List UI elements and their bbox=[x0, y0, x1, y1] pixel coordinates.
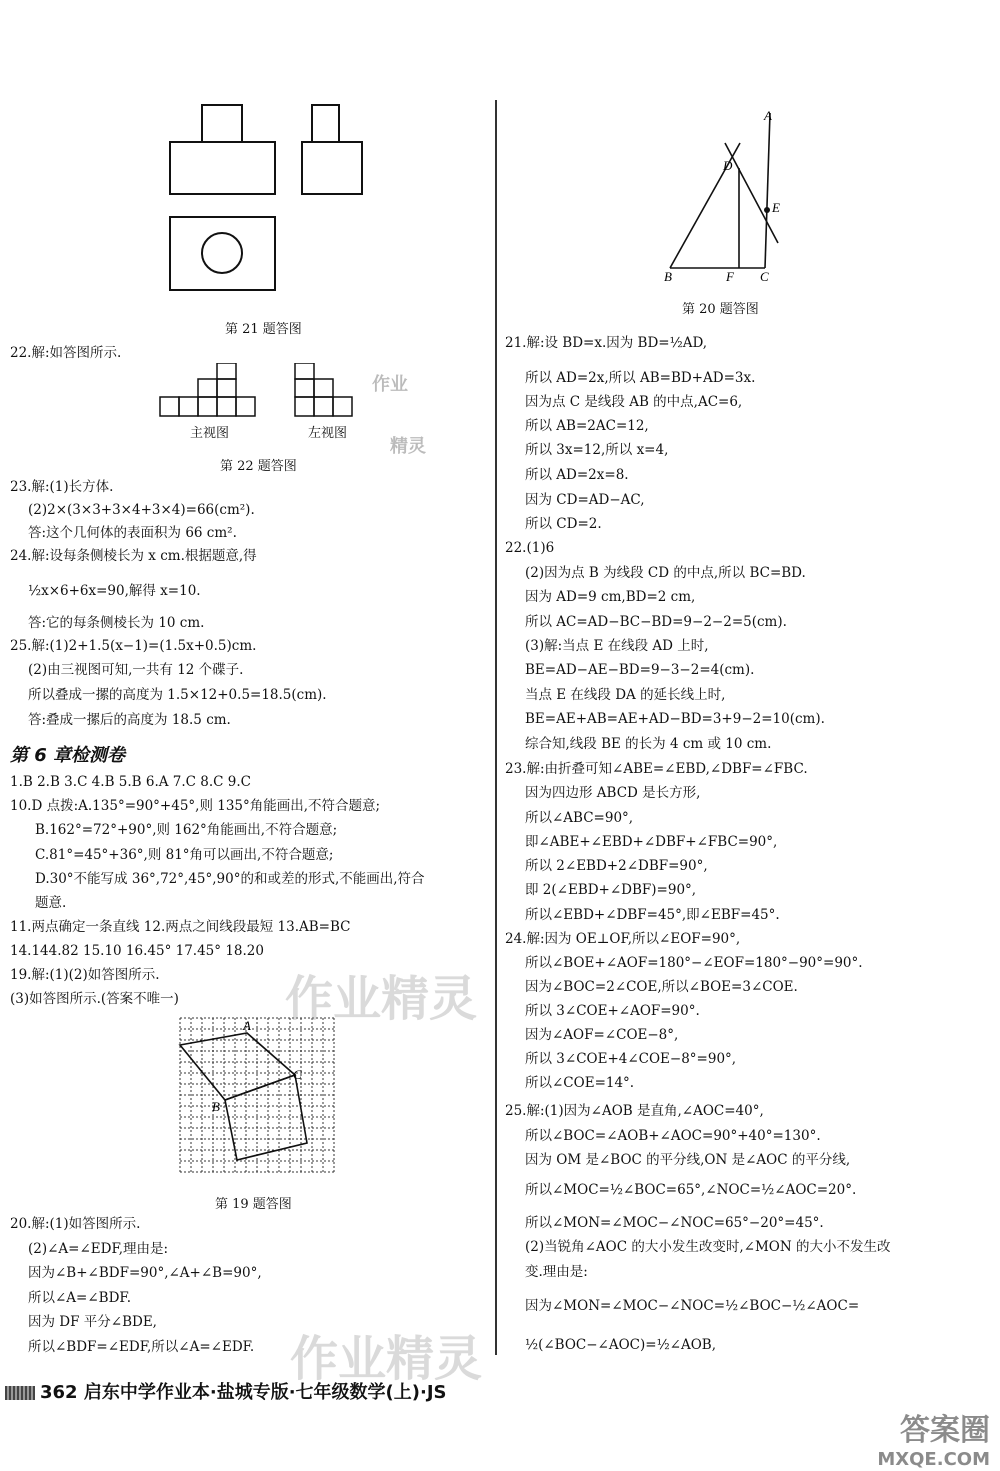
ans-line: (3)解:当点 E 在线段 AD 上时, bbox=[525, 638, 709, 654]
page-number: 362 bbox=[40, 1382, 78, 1403]
ans-line: (2)2×(3×3+3×4+3×4)=66(cm²). bbox=[28, 502, 255, 518]
ans-line: 20.解:(1)如答图所示. bbox=[10, 1216, 141, 1232]
ans-line: 所以∠EBD+∠DBF=45°,即∠EBF=45°. bbox=[525, 907, 780, 923]
ans-line: BE=AD−AE−BD=9−3−2=4(cm). bbox=[525, 662, 755, 678]
fig21-caption: 第 21 题答图 bbox=[225, 322, 302, 337]
ans-line: 因为 DF 平分∠BDE, bbox=[28, 1314, 157, 1330]
fig20-label-b: B bbox=[664, 269, 672, 283]
fig21-front-top-block bbox=[202, 105, 242, 142]
ans-line: 所以∠BOE+∠AOF=180°−∠EOF=180°−90°=90°. bbox=[525, 955, 863, 971]
ans-line: 答:这个几何体的表面积为 66 cm². bbox=[28, 525, 237, 541]
fig22-grid-views bbox=[155, 363, 365, 423]
ans-line: 因为∠BOC=2∠COE,所以∠BOE=3∠COE. bbox=[525, 979, 798, 995]
ans-line: 所以 3∠COE+∠AOF=90°. bbox=[525, 1003, 700, 1019]
ans-line: 即 2(∠EBD+∠DBF)=90°, bbox=[525, 882, 697, 898]
ans-line: 25.解:(1)因为∠AOB 是直角,∠AOC=40°, bbox=[505, 1103, 764, 1119]
ans-line: 答:叠成一摞后的高度为 18.5 cm. bbox=[28, 712, 231, 728]
ans-line: 所以 AD=2x,所以 AB=BD+AD=3x. bbox=[525, 370, 756, 386]
fig20-diagram bbox=[660, 108, 790, 283]
ans-line: 综合知,线段 BE 的长为 4 cm 或 10 cm. bbox=[525, 736, 772, 752]
ans-line: D.30°不能写成 36°,72°,45°,90°的和或差的形式,不能画出,符合 bbox=[35, 871, 425, 887]
ans-line: C.81°=45°+36°,则 81°角可以画出,不符合题意; bbox=[35, 847, 334, 863]
ans-line: 24.解:设每条侧棱长为 x cm.根据题意,得 bbox=[10, 548, 257, 564]
ans-line: 所以∠COE=14°. bbox=[525, 1075, 635, 1091]
fig21-side-top-block bbox=[312, 105, 339, 142]
fig20-label-c: C bbox=[760, 269, 769, 283]
ans-line: 所以∠BOC=∠AOB+∠AOC=90°+40°=130°. bbox=[525, 1128, 821, 1144]
ans-line: 因为∠B+∠BDF=90°,∠A+∠B=90°, bbox=[28, 1265, 262, 1281]
ans-line: 所以 3x=12,所以 x=4, bbox=[525, 442, 669, 458]
ans-line: 所以∠ABC=90°, bbox=[525, 810, 634, 826]
ans-line: 所以 AD=2x=8. bbox=[525, 467, 629, 483]
ans-line: 所以∠A=∠BDF. bbox=[28, 1290, 131, 1306]
site-logo bbox=[877, 1405, 990, 1470]
fig19-label-c: C bbox=[293, 1067, 302, 1082]
fig21-top-view-circle bbox=[202, 233, 242, 273]
ans-line: 即∠ABE+∠EBD+∠DBF+∠FBC=90°, bbox=[525, 834, 778, 850]
ans-line: 因为点 C 是线段 AB 的中点,AC=6, bbox=[525, 394, 743, 410]
ans-line: BE=AE+AB=AE+AD−BD=3+9−2=10(cm). bbox=[525, 711, 825, 727]
ans-line: (2)∠A=∠EDF,理由是: bbox=[28, 1241, 169, 1257]
logo-line1: 答案圈 bbox=[900, 1413, 990, 1448]
ans-line: ½x×6+6x=90,解得 x=10. bbox=[28, 583, 201, 599]
fig20-caption: 第 20 题答图 bbox=[682, 302, 759, 317]
ans-line: 因为 CD=AD−AC, bbox=[525, 492, 645, 508]
fig21-three-views bbox=[165, 100, 375, 295]
fig19-label-b: B bbox=[212, 1099, 220, 1114]
ans-line: 所以∠BDF=∠EDF,所以∠A=∠EDF. bbox=[28, 1339, 255, 1355]
ans-line: 21.解:设 BD=x.因为 BD=½AD, bbox=[505, 335, 708, 351]
ans-line: 因为 AD=9 cm,BD=2 cm, bbox=[525, 589, 696, 605]
ans-line: 所以 AC=AD−BC−BD=9−2−2=5(cm). bbox=[525, 614, 787, 630]
fig19-grid-diagram bbox=[175, 1015, 345, 1177]
ans-line: (2)当锐角∠AOC 的大小发生改变时,∠MON 的大小不发生改 bbox=[525, 1239, 891, 1255]
watermark-stamp-bottom: 精灵 bbox=[390, 436, 426, 457]
ans-line: 24.解:因为 OE⊥OF,所以∠EOF=90°, bbox=[505, 931, 741, 947]
ans-line: 答:它的每条侧棱长为 10 cm. bbox=[28, 615, 205, 631]
fig21-top-view-rect bbox=[170, 217, 275, 290]
fig20-label-d: D bbox=[723, 158, 733, 173]
ans-line: ½(∠BOC−∠AOC)=½∠AOB, bbox=[525, 1337, 717, 1353]
fig21-side-base bbox=[302, 142, 362, 194]
ans-line: (2)由三视图可知,一共有 12 个碟子. bbox=[28, 662, 244, 678]
ans-line: 所以∠MON=∠MOC−∠NOC=65°−20°=45°. bbox=[525, 1215, 824, 1231]
ans-line: 19.解:(1)(2)如答图所示. bbox=[10, 967, 160, 983]
ans-line: 11.两点确定一条直线 12.两点之间线段最短 13.AB=BC bbox=[10, 919, 351, 935]
ans-line: 所以 CD=2. bbox=[525, 516, 602, 532]
ans-line: 14.144.82 15.10 16.45° 17.45° 18.20 bbox=[10, 943, 264, 959]
ans-line: 所以叠成一摞的高度为 1.5×12+0.5=18.5(cm). bbox=[28, 687, 327, 703]
ans-line: 所以 2∠EBD+2∠DBF=90°, bbox=[525, 858, 708, 874]
watermark-stamp-top: 作业 bbox=[372, 374, 408, 395]
fig19-caption: 第 19 题答图 bbox=[215, 1197, 292, 1212]
ans-line: (2)因为点 B 为线段 CD 的中点,所以 BC=BD. bbox=[525, 565, 806, 581]
ans-line: 题意. bbox=[35, 895, 67, 911]
watermark-bottom: 作业精灵 bbox=[290, 1331, 483, 1387]
fig20-label-a: A bbox=[764, 108, 772, 123]
ans-line: 因为四边形 ABCD 是长方形, bbox=[525, 785, 701, 801]
fig20-label-e: E bbox=[772, 200, 780, 215]
book-title: 启东中学作业本·盐城专版·七年级数学(上)·JS bbox=[83, 1382, 447, 1403]
logo-line2: MXQE.COM bbox=[877, 1449, 990, 1470]
ans-line: (3)如答图所示.(答案不唯一) bbox=[10, 991, 179, 1007]
fig22-label-front: 主视图 bbox=[190, 426, 230, 441]
fig21-front-base bbox=[170, 142, 275, 194]
footer-decoration bbox=[5, 1386, 35, 1400]
ans-line: 所以 3∠COE+4∠COE−8°=90°, bbox=[525, 1051, 737, 1067]
ans-line: 22.(1)6 bbox=[505, 540, 555, 556]
ans-line: 1.B 2.B 3.C 4.B 5.B 6.A 7.C 8.C 9.C bbox=[10, 774, 252, 790]
footer-text bbox=[40, 1378, 447, 1404]
ans-line: B.162°=72°+90°,则 162°角能画出,不符合题意; bbox=[35, 822, 338, 838]
ans-line: 23.解:由折叠可知∠ABE=∠EBD,∠DBF=∠FBC. bbox=[505, 761, 808, 777]
fig19-square-abc bbox=[180, 1033, 295, 1100]
fig22-label-left: 左视图 bbox=[308, 426, 348, 441]
ans-line: 10.D 点拨:A.135°=90°+45°,则 135°角能画出,不符合题意; bbox=[10, 798, 381, 814]
ans-line: 变.理由是: bbox=[525, 1264, 588, 1280]
ans-line: 因为 OM 是∠BOC 的平分线,ON 是∠AOC 的平分线, bbox=[525, 1152, 851, 1168]
ans-line: 所以∠MOC=½∠BOC=65°,∠NOC=½∠AOC=20°. bbox=[525, 1182, 857, 1198]
ans-line: 25.解:(1)2+1.5(x−1)=(1.5x+0.5)cm. bbox=[10, 638, 257, 654]
fig22-caption: 第 22 题答图 bbox=[220, 459, 297, 474]
q22-heading: 22.解:如答图所示. bbox=[10, 345, 122, 361]
ans-line: 因为∠AOF=∠COE−8°, bbox=[525, 1027, 679, 1043]
watermark-center: 作业精灵 bbox=[285, 971, 478, 1027]
ans-line: 所以 AB=2AC=12, bbox=[525, 418, 649, 434]
fig20-point-e bbox=[764, 207, 770, 213]
ans-line: 23.解:(1)长方体. bbox=[10, 479, 114, 495]
ans-line: 当点 E 在线段 DA 的延长线上时, bbox=[525, 687, 726, 703]
ans-line: 因为∠MON=∠MOC−∠NOC=½∠BOC−½∠AOC= bbox=[525, 1298, 860, 1314]
fig19-label-a: A bbox=[243, 1018, 251, 1033]
section-title: 第 6 章检测卷 bbox=[10, 745, 126, 766]
column-divider bbox=[495, 100, 497, 1355]
fig20-label-f: F bbox=[726, 269, 734, 283]
page-footer bbox=[0, 1378, 1000, 1418]
